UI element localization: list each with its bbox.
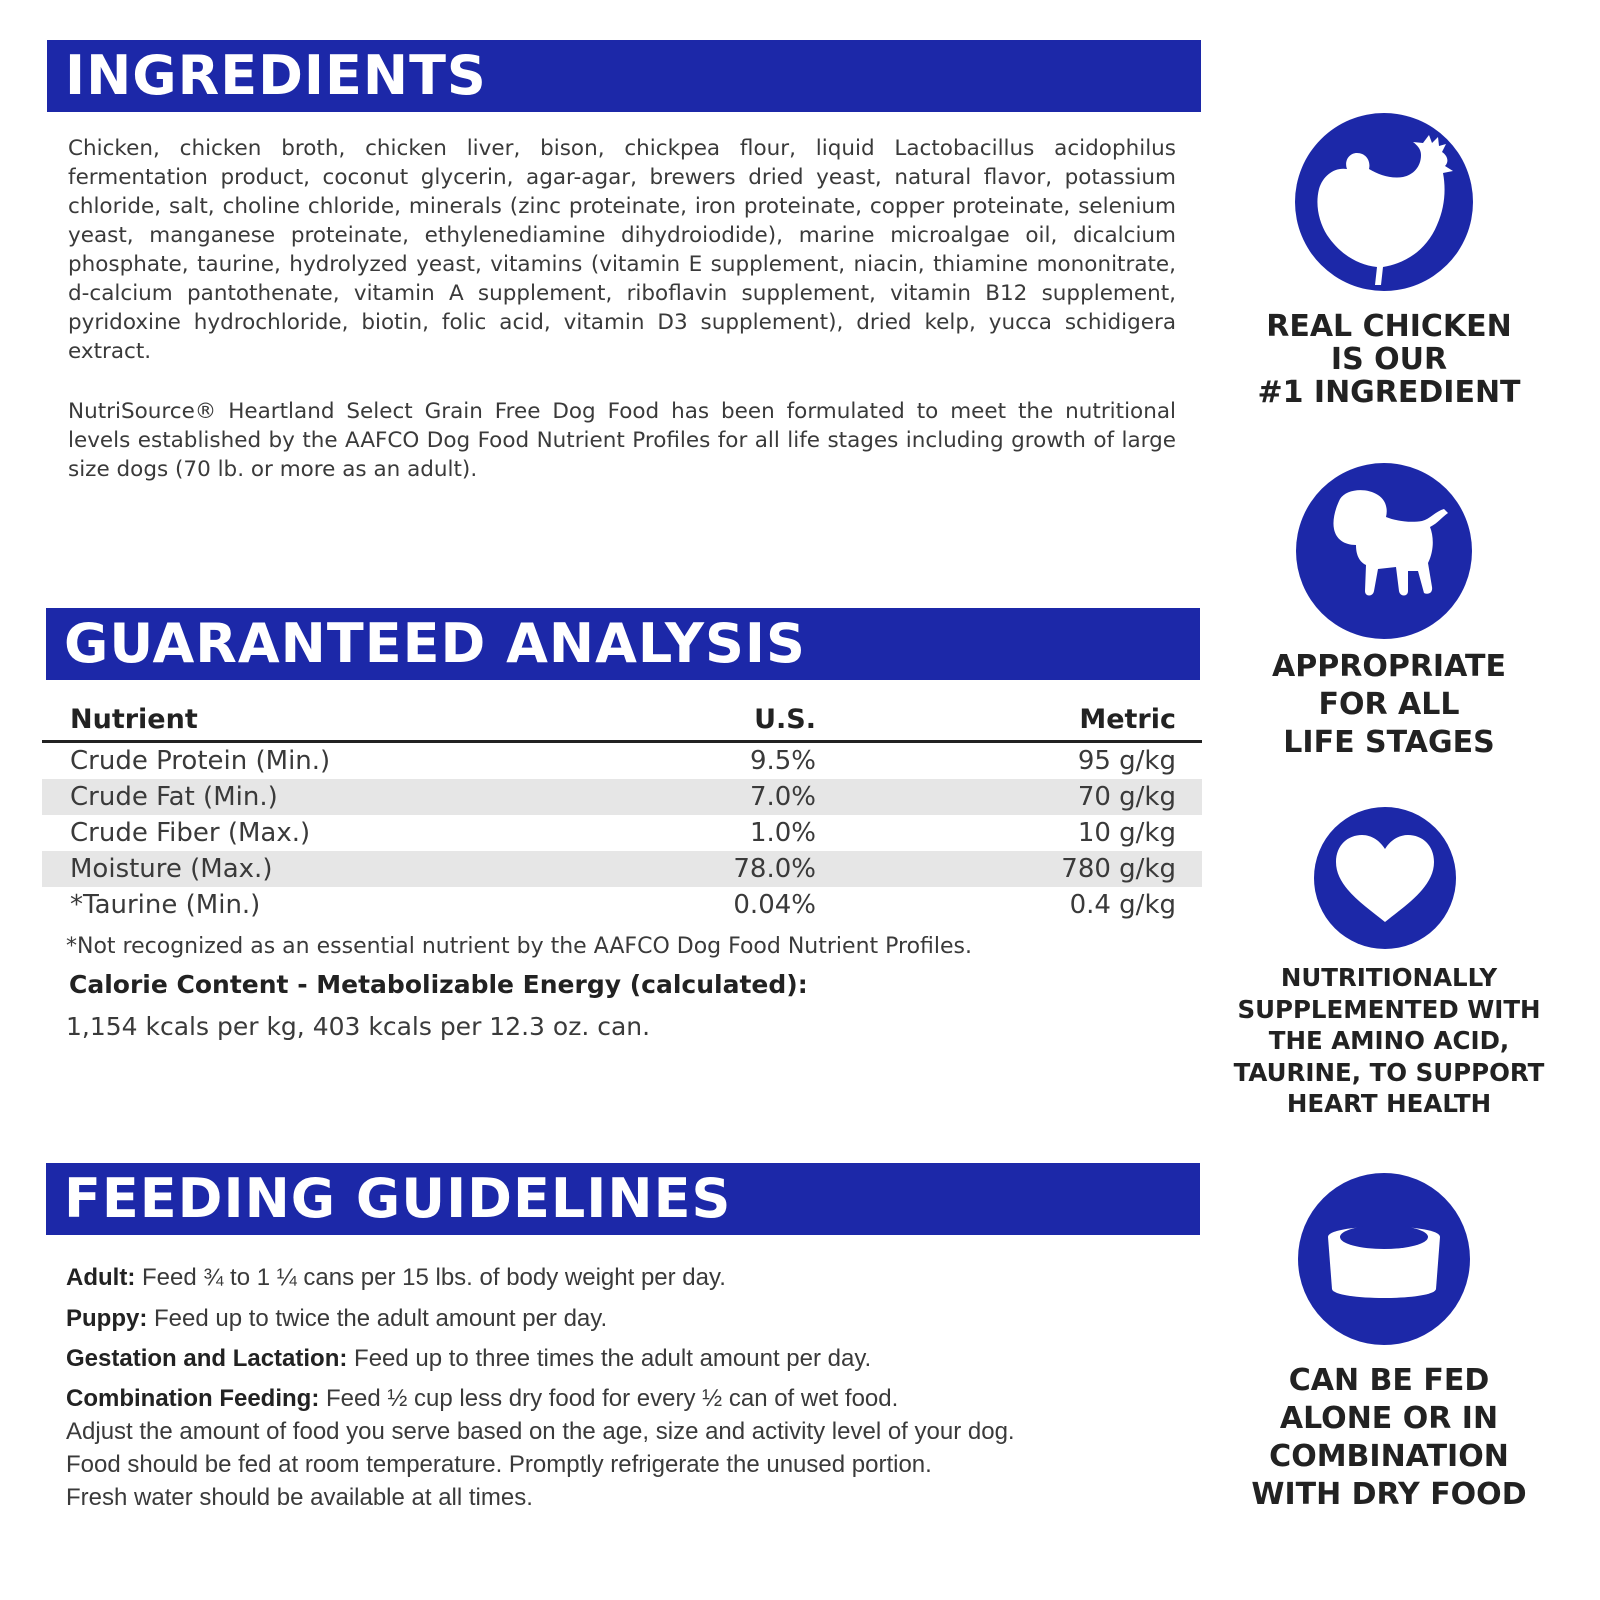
badge-line: IS OUR xyxy=(1330,342,1448,377)
table-header-row xyxy=(42,698,1202,742)
nutrient-metric-value: 10 g/kg xyxy=(1077,818,1176,848)
badge-line: TAURINE, TO SUPPORT xyxy=(1233,1057,1545,1087)
feeding-puppy-label: Puppy: xyxy=(66,1305,148,1332)
feeding-adult xyxy=(66,1264,726,1292)
aafco-statement: NutriSource® Heartland Select Grain Free Dog Food has been formulated to meet the nutritional levels established by the AAFCO Dog Food Nutrient Profiles for all life stages including growth of large size dogs (70 lb. or more as an adult). xyxy=(68,399,1176,482)
feeding-gestation xyxy=(66,1345,871,1373)
table-row xyxy=(42,742,1202,780)
life-stages-badge-text xyxy=(1208,648,1570,762)
nutrient-metric-value: 780 g/kg xyxy=(816,851,1202,887)
badge-line: ALONE OR IN xyxy=(1279,1401,1499,1436)
feeding-puppy-text: Feed up to twice the adult amount per day. xyxy=(147,1305,608,1332)
table-row xyxy=(42,887,1202,923)
feeding-adjust-note: Adjust the amount of food you serve based on the age, size and activity level of your dog. xyxy=(66,1418,1015,1445)
nutrient-us-value: 7.0% xyxy=(636,779,816,815)
feeding-puppy xyxy=(66,1305,607,1333)
nutrient-name: Crude Protein (Min.) xyxy=(70,746,331,776)
column-header-us: U.S. xyxy=(636,698,816,742)
table-row xyxy=(42,851,1202,887)
guaranteed-analysis-heading: GUARANTEED ANALYSIS xyxy=(46,608,1200,680)
badge-line: FOR ALL xyxy=(1318,687,1460,722)
feeding-adult-label: Adult: xyxy=(66,1264,136,1291)
badge-line: LIFE STAGES xyxy=(1283,725,1495,760)
feeding-gestation-label: Gestation and Lactation: xyxy=(66,1345,348,1372)
column-header-metric: Metric xyxy=(816,698,1202,742)
badge-line: APPROPRIATE xyxy=(1272,649,1506,684)
badge-line: REAL CHICKEN xyxy=(1266,309,1512,344)
nutrient-name: Crude Fat (Min.) xyxy=(42,779,636,815)
table-row xyxy=(42,779,1202,815)
badge-line: THE AMINO ACID, xyxy=(1268,1026,1510,1055)
nutrient-us-value: 9.5% xyxy=(749,746,816,776)
guaranteed-analysis-table xyxy=(42,698,1202,923)
feeding-gestation-text: Feed up to three times the adult amount per day. xyxy=(347,1345,872,1372)
calorie-content-heading: Calorie Content - Metabolizable Energy (calculated): xyxy=(69,970,808,999)
nutrient-name: Crude Fiber (Max.) xyxy=(70,818,311,848)
puppy-icon xyxy=(1296,463,1472,639)
badge-line: WITH DRY FOOD xyxy=(1251,1477,1527,1512)
combination-badge-text xyxy=(1208,1362,1570,1514)
calorie-content-value: 1,154 kcals per kg, 403 kcals per 12.3 oz. can. xyxy=(66,1012,651,1041)
nutrient-us-value: 1.0% xyxy=(749,818,816,848)
feeding-adult-text: Feed ¾ to 1 ¼ cans per 15 lbs. of body weight per day. xyxy=(135,1264,726,1291)
nutrient-name: Moisture (Max.) xyxy=(42,851,636,887)
ingredients-list: Chicken, chicken broth, chicken liver, bison, chickpea flour, liquid Lactobacillus acidophilus fermentation product, coconut glycerin, agar-agar, brewers dried yeast, natural flavor, potassium chloride, salt, choline chloride, minerals (zinc proteinate, iron proteinate, copper proteinate, selenium yeast, manganese proteinate, ethylenediamine dihydroiodide), marine microalgae oil, dicalcium phosphate, taurine, hydrolyzed yeast, vitamins (vitamin E supplement, niacin, thiamine mononitrate, d-calcium pantothenate, vitamin A supplement, riboflavin supplement, vitamin B12 supplement, pyridoxine hydrochloride, biotin, folic acid, vitamin D3 supplement), dried kelp, yucca schidigera extract. xyxy=(68,136,1176,364)
badge-line: #1 INGREDIENT xyxy=(1257,375,1521,410)
chicken-icon xyxy=(1295,113,1473,291)
feeding-water-note: Fresh water should be available at all times. xyxy=(66,1484,533,1511)
badge-line: COMBINATION xyxy=(1269,1439,1509,1474)
badge-line: SUPPLEMENTED WITH xyxy=(1237,994,1541,1024)
ingredients-heading: INGREDIENTS xyxy=(47,40,1201,112)
nutrient-us-value: 78.0% xyxy=(636,851,816,887)
column-header-nutrient: Nutrient xyxy=(42,698,636,742)
taurine-footnote: *Not recognized as an essential nutrient by the AAFCO Dog Food Nutrient Profiles. xyxy=(66,934,972,959)
feeding-combination xyxy=(66,1385,898,1413)
feeding-combination-text: Feed ½ cup less dry food for every ½ can of wet food. xyxy=(319,1385,899,1412)
feeding-temperature-note: Food should be fed at room temperature. Promptly refrigerate the unused portion. xyxy=(66,1451,932,1478)
nutrient-metric-value: 0.4 g/kg xyxy=(1069,890,1176,920)
chicken-badge-text xyxy=(1208,310,1570,409)
nutrient-metric-value: 70 g/kg xyxy=(816,779,1202,815)
taurine-badge-text xyxy=(1208,962,1570,1120)
feeding-guidelines-heading: FEEDING GUIDELINES xyxy=(46,1163,1200,1235)
badge-line: NUTRITIONALLY xyxy=(1280,963,1498,992)
heart-icon xyxy=(1314,807,1456,949)
nutrient-metric-value: 95 g/kg xyxy=(1077,746,1176,776)
badge-line: CAN BE FED xyxy=(1288,1363,1490,1398)
nutrient-us-value: 0.04% xyxy=(733,890,816,920)
food-bowl-icon xyxy=(1298,1173,1470,1345)
feeding-combination-label: Combination Feeding: xyxy=(66,1385,320,1412)
nutrient-name: *Taurine (Min.) xyxy=(70,890,261,920)
badge-line: HEART HEALTH xyxy=(1286,1089,1492,1118)
table-row xyxy=(42,815,1202,851)
